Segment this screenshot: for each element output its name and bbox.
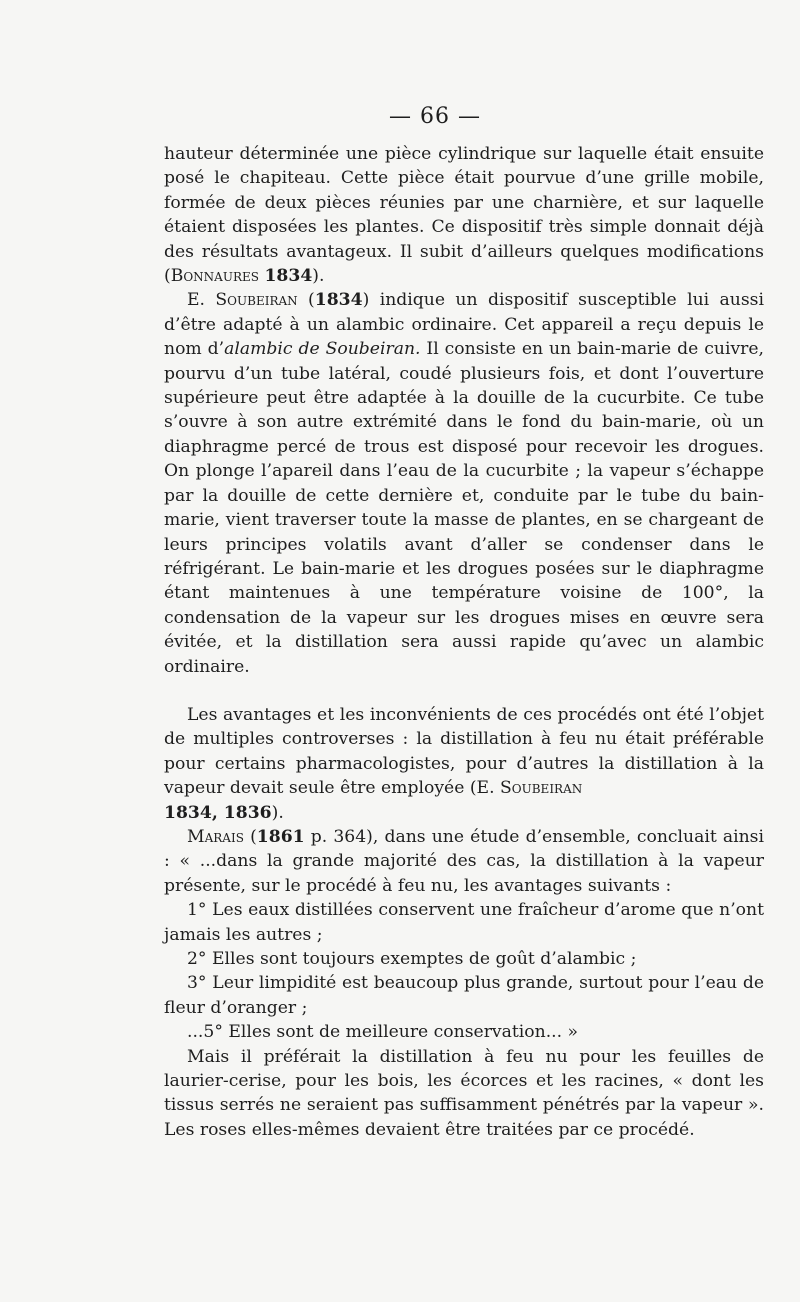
list-item-1: 1° Les eaux distillées conservent une fraîcheur d’arome que n’ont jamais les autres ; [164,900,764,945]
author-marais: Marais [187,826,244,847]
paren-open: ( [297,290,315,311]
paren-open-2: ( [243,826,257,847]
initial-e: E. [187,290,216,311]
paragraph-3-text: Les avantages et les inconvénients de ces procédés ont été l’objet de multiples controverses : la distillation à feu nu était préférable pour certains pharmacologistes, pour d’autres la distillation à la vapeur devait seule être employée (E. [164,704,764,799]
author-soubeiran-2: Soubeiran [500,778,583,799]
list-item-5: ...5° Elles sont de meilleure conservation... » [187,1022,579,1043]
author-bonnaures: Bonnaures [170,266,259,287]
paragraph-1 [164,142,764,288]
paragraph-4 [164,825,764,898]
paragraph-4-text: p. 364), dans une étude d’ensemble, concluait ainsi : « ...dans la grande majorité des cas, la distillation à la vapeur présente, sur le procédé à feu nu, les avantages suivants : [164,826,764,896]
year-1834-b: 1834 [314,290,363,311]
body-text [164,142,764,1142]
year-1834: 1834 [264,266,313,287]
paragraph-2 [164,288,764,679]
paragraph-1-end: ). [312,266,325,287]
paragraph-5: Mais il préférait la distillation à feu nu pour les feuilles de laurier-cerise, pour les bois, les écorces et les racines, « dont les tissus serrés ne seraient pas suffisamment pénétrés par la vapeur ». Les roses elles-mêmes devaient être traitées par ce procédé. [164,1046,764,1140]
author-soubeiran: Soubeiran [215,290,298,311]
paragraph-3-end: ). [271,802,284,823]
paragraph-3 [164,703,764,825]
list-item-3: 3° Leur limpidité est beaucoup plus grande, surtout pour l’eau de fleur d’oranger ; [164,973,764,1018]
year-1861: 1861 [256,826,305,847]
paragraph-2-text-a: ) indique un dispositif susceptible lui aussi d’être adapté à un alambic ordinaire. Cet appareil a reçu depuis le nom d’ [164,290,764,360]
page-number: — 66 — [389,104,481,129]
list-item-2: 2° Elles sont toujours exemptes de goût d’alambic ; [187,949,637,969]
paragraph-2-text-b: Il consiste en un bain-marie de cuivre, pourvu d’un tube latéral, coudé plusieurs fois, et dont l’ouverture supérieure peut être adaptée à la douille de la cucurbite. Ce tube s’ouvre à son autre extrémité dans le fond du bain-marie, où un diaphragme percé de trous est disposé pour recevoir les drogues. On plonge l’apareil dans l’eau de la cucurbite ; la vapeur s’échappe par la douille de cette dernière et, conduite par le tube du bain-marie, vient traverser toute la masse de plantes, en se chargeant de leurs principes volatils avant d’aller se condenser dans le réfrigérant. Le bain-marie et les drogues posées sur le diaphragme étant maintenues à une température voisine de 100°, la condensation de la vapeur sur les drogues mises en œuvre sera évitée, et la distillation sera aussi rapide qu’avec un alambic ordinaire. [164,339,765,677]
alambic-name: alambic de Soubeiran. [224,339,421,360]
years-1834-1836: 1834, 1836 [164,802,272,823]
paragraph-1-text: hauteur déterminée une pièce cylindrique sur laquelle était ensuite posé le chapiteau. Cette pièce était pourvue d’une grille mobile, formée de deux pièces réunies par une charnière, et sur laquelle étaient disposées les plantes. Ce dispositif très simple donnait déjà des résultats avantageux. Il subit d’ailleurs quelques modifications ( [164,144,764,287]
